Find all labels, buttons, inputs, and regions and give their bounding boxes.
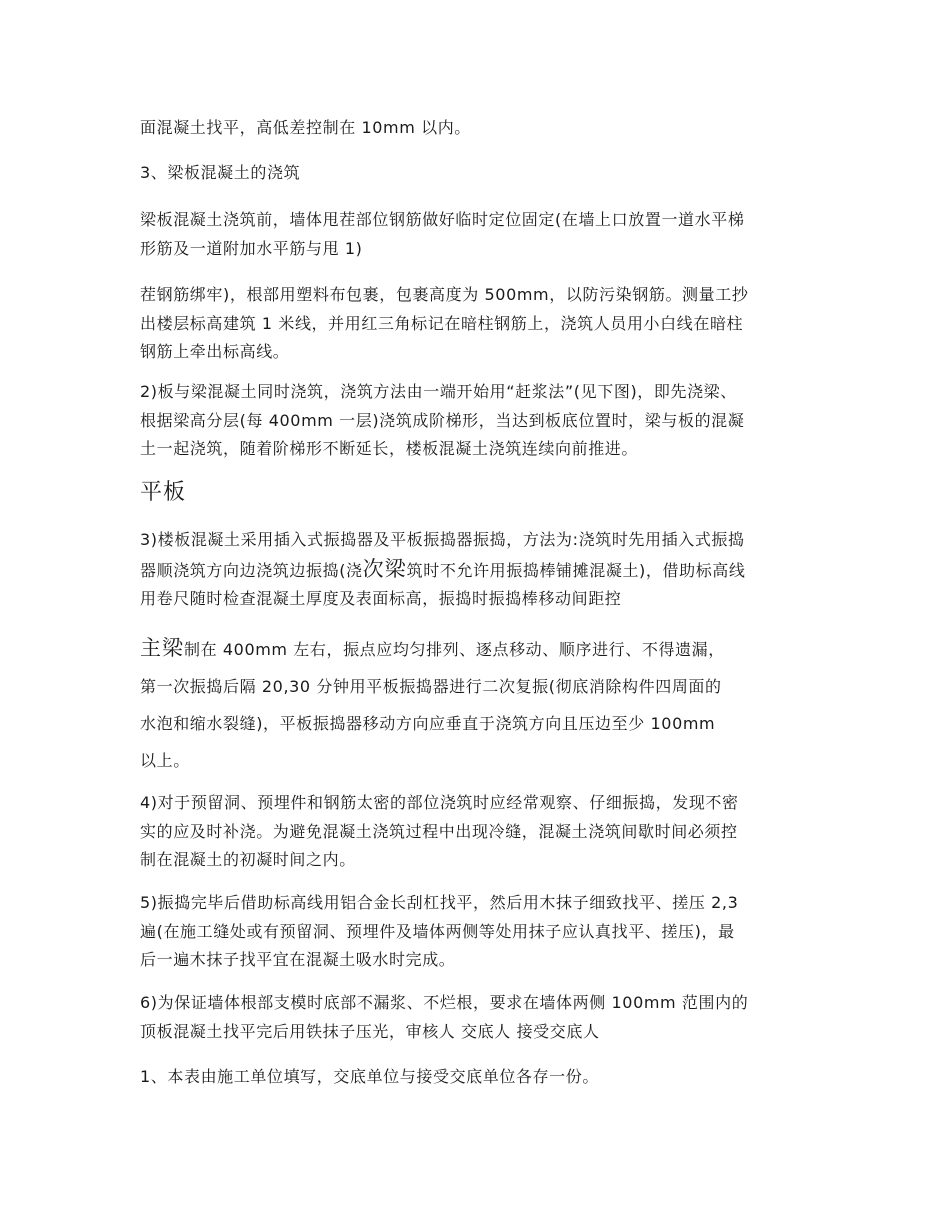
text-line: 5)振捣完毕后借助标高线用铝合金长刮杠找平，然后用木抹子细致找平、搓压 2,3 bbox=[140, 893, 739, 912]
text-line bbox=[140, 555, 820, 586]
text-line: 以上。 bbox=[140, 751, 190, 770]
text-line: 梁板混凝土浇筑前，墙体甩茬部位钢筋做好临时定位固定(在墙上口放置一道水平梯 bbox=[140, 210, 745, 229]
paragraph-rebar-binding bbox=[140, 281, 820, 367]
text-line: 6)为保证墙体根部支模时底部不漏浆、不烂根，要求在墙体两侧 100mm 范围内的 bbox=[140, 993, 749, 1012]
text-line: 出楼层标高建筑 1 米线，并用红三角标记在暗柱钢筋上，浇筑人员用小白线在暗柱 bbox=[140, 313, 744, 333]
text-line: 顶板混凝土找平完后用铁抹子压光，审核人 交底人 接受交底人 bbox=[140, 1021, 600, 1041]
paragraph-simultaneous-pouring bbox=[140, 378, 820, 464]
text-line: 2)板与梁混凝土同时浇筑，浇筑方法由一端开始用“赶浆法”(见下图)，即先浇梁、 bbox=[140, 382, 737, 401]
paragraph-finishing bbox=[140, 889, 820, 975]
text-line: 3)楼板混凝土采用插入式振捣器及平板振捣器振捣，方法为:浇筑时先用插入式振捣 bbox=[140, 530, 745, 549]
text-line: 土一起浇筑，随着阶梯形不断延长，楼板混凝土浇筑连续向前推进。 bbox=[140, 439, 639, 458]
text-line: 水泡和缩水裂缝)，平板振捣器移动方向应垂直于浇筑方向且压边至少 100mm bbox=[140, 714, 716, 733]
text-line: 1、本表由施工单位填写，交底单位与接受交底单位各存一份。 bbox=[140, 1067, 599, 1086]
text-line: 实的应及时补浇。为避免混凝土浇筑过程中出现冷缝，混凝土浇筑间歇时间必须控 bbox=[140, 821, 738, 841]
text-line: 制在混凝土的初凝时间之内。 bbox=[140, 850, 356, 869]
paragraph-before-pouring bbox=[140, 206, 820, 263]
text-line: 面混凝土找平，高低差控制在 10mm 以内。 bbox=[140, 118, 471, 137]
text-line bbox=[140, 630, 820, 668]
text-run: 制在 400mm 左右，振点应均匀排列、逐点移动、顺序进行、不得遗漏， bbox=[184, 640, 725, 659]
text-run: 筑时不允许用振捣棒铺摊混凝土)，借助标高线 bbox=[406, 560, 746, 580]
text-line: 钢筋上牵出标高线。 bbox=[140, 342, 290, 361]
section-title-beam-slab bbox=[140, 159, 820, 188]
paragraph-embedded-parts bbox=[140, 789, 820, 875]
text-line: 后一遍木抹子找平宜在混凝土吸水时完成。 bbox=[140, 950, 456, 969]
text-run-large: 次梁 bbox=[362, 556, 407, 581]
text-run-large: 主梁 bbox=[140, 636, 184, 660]
paragraph-leveling bbox=[140, 114, 820, 143]
text-line: 根据梁高分层(每 400mm 一层)浇筑成阶梯形，当达到板底位置时，梁与板的混凝 bbox=[140, 410, 745, 430]
text-line: 4)对于预留洞、预埋件和钢筋太密的部位浇筑时应经常观察、仔细振捣，发现不密 bbox=[140, 793, 739, 812]
text-line: 形筋及一道附加水平筋与甩 1) bbox=[140, 238, 363, 258]
paragraph-main-beam bbox=[140, 630, 820, 779]
text-line: 茬钢筋绑牢)，根部用塑料布包裹，包裹高度为 500mm，以防污染钢筋。测量工抄 bbox=[140, 285, 749, 304]
paragraph-form-note bbox=[140, 1063, 820, 1092]
paragraph-vibration bbox=[140, 526, 820, 614]
text-line: 3、梁板混凝土的浇筑 bbox=[140, 163, 301, 182]
paragraph-wall-base bbox=[140, 989, 820, 1046]
text-line: 遍(在施工缝处或有预留洞、预埋件及墙体两侧等处用抹子应认真找平、搓压)，最 bbox=[140, 921, 735, 941]
text-line: 用卷尺随时检查混凝土厚度及表面标高，振捣时振捣棒移动间距控 bbox=[140, 589, 622, 608]
text-run: 器顺浇筑方向边浇筑边振捣(浇 bbox=[140, 560, 363, 580]
heading-slab: 平板 bbox=[140, 480, 187, 505]
text-line: 第一次振捣后隔 20,30 分钟用平板振捣器进行二次复振(彻底消除构件四周面的 bbox=[140, 677, 722, 696]
